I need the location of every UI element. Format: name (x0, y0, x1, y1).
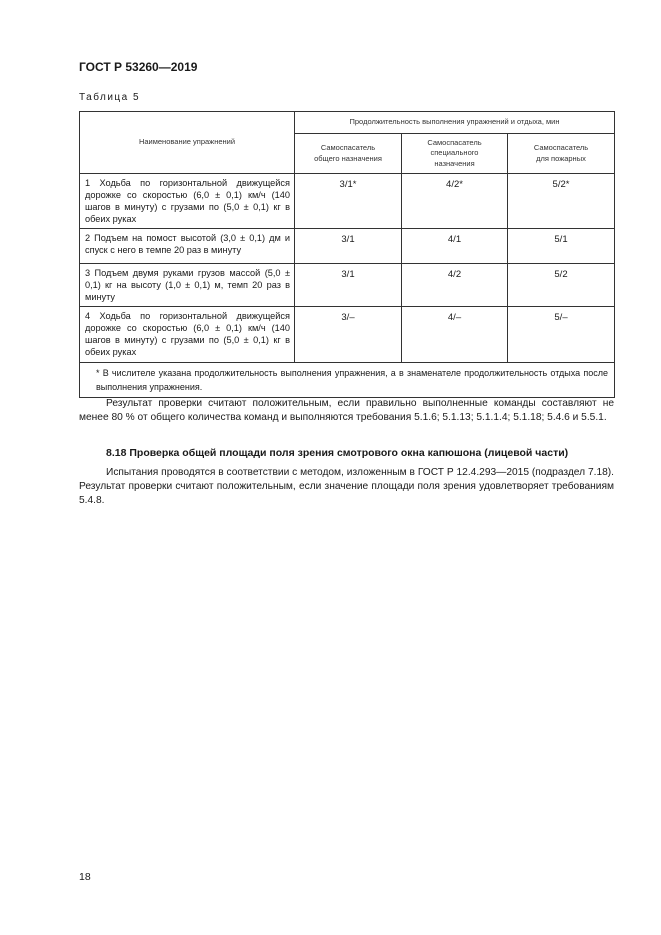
exercise-name-cell: 3 Подъем двумя руками грузов массой (5,0 ± 0,1) кг на высоту (1,0 ± 0,1) м, темп 20 раз в минуту (80, 264, 295, 307)
value-cell: 4/– (402, 307, 508, 363)
exercise-name-cell: 4 Ходьба по горизонтальной движущейся дорожке со скоростью (6,0 ± 0,1) км/ч (140 шагов в минуту) с грузами по (5,0 ± 0,1) кг в обеих руках (80, 307, 295, 363)
result-paragraph: Результат проверки считают положительным, если правильно выполненные команды составляют не менее 80 % от общего количества команд и выполняются требования 5.1.6; 5.1.13; 5.1.1.4; 5.1.18; 5.4.6 и 5.5.1. (79, 398, 614, 423)
value-cell: 3/1 (295, 229, 402, 264)
exercise-name-cell: 1 Ходьба по горизонтальной движущейся дорожке со скоростью (6,0 ± 0,1) км/ч (140 шагов в минуту) с грузами по (5,0 ± 0,1) кг в обеих руках (80, 174, 295, 229)
value-cell: 4/2 (402, 264, 508, 307)
page-number: 18 (79, 871, 91, 883)
table-row (80, 264, 615, 307)
value-cell: 3/1 (295, 264, 402, 307)
column-header-firefighters: Самоспасатель для пожарных (508, 134, 615, 174)
table-row (80, 307, 615, 363)
document-header: ГОСТ Р 53260—2019 (79, 60, 198, 74)
value-cell: 5/– (508, 307, 615, 363)
table-caption: Таблица 5 (79, 92, 141, 103)
value-cell: 5/2 (508, 264, 615, 307)
value-cell: 3/1* (295, 174, 402, 229)
column-header-special: Самоспасатель специального назначения (402, 134, 508, 174)
table-footnote: * В числителе указана продолжительность выполнения упражнения, а в знаменателе продолжительность отдыха после выполнения упражнения. (80, 363, 615, 398)
value-cell: 3/– (295, 307, 402, 363)
column-header-general: Самоспасатель общего назначения (295, 134, 402, 174)
value-cell: 5/1 (508, 229, 615, 264)
table-row (80, 229, 615, 264)
exercise-name-cell: 2 Подъем на помост высотой (3,0 ± 0,1) дм и спуск с него в темпе 20 раз в минуту (80, 229, 295, 264)
value-cell: 4/2* (402, 174, 508, 229)
value-cell: 4/1 (402, 229, 508, 264)
test-paragraph: Испытания проводятся в соответствии с методом, изложенным в ГОСТ Р 12.4.293—2015 (подраздел 7.18). Результат проверки считают положительным, если значение площади поля зрения удовлетворяет требованиям 5.4.8. (79, 467, 614, 506)
exercise-table (79, 111, 615, 398)
column-group-header-duration: Продолжительность выполнения упражнений и отдыха, мин (295, 112, 615, 134)
table-row (80, 174, 615, 229)
section-title: 8.18 Проверка общей площади поля зрения смотрового окна капюшона (лицевой части) (106, 447, 569, 459)
column-header-exercise-name: Наименование упражнений (80, 112, 295, 174)
value-cell: 5/2* (508, 174, 615, 229)
